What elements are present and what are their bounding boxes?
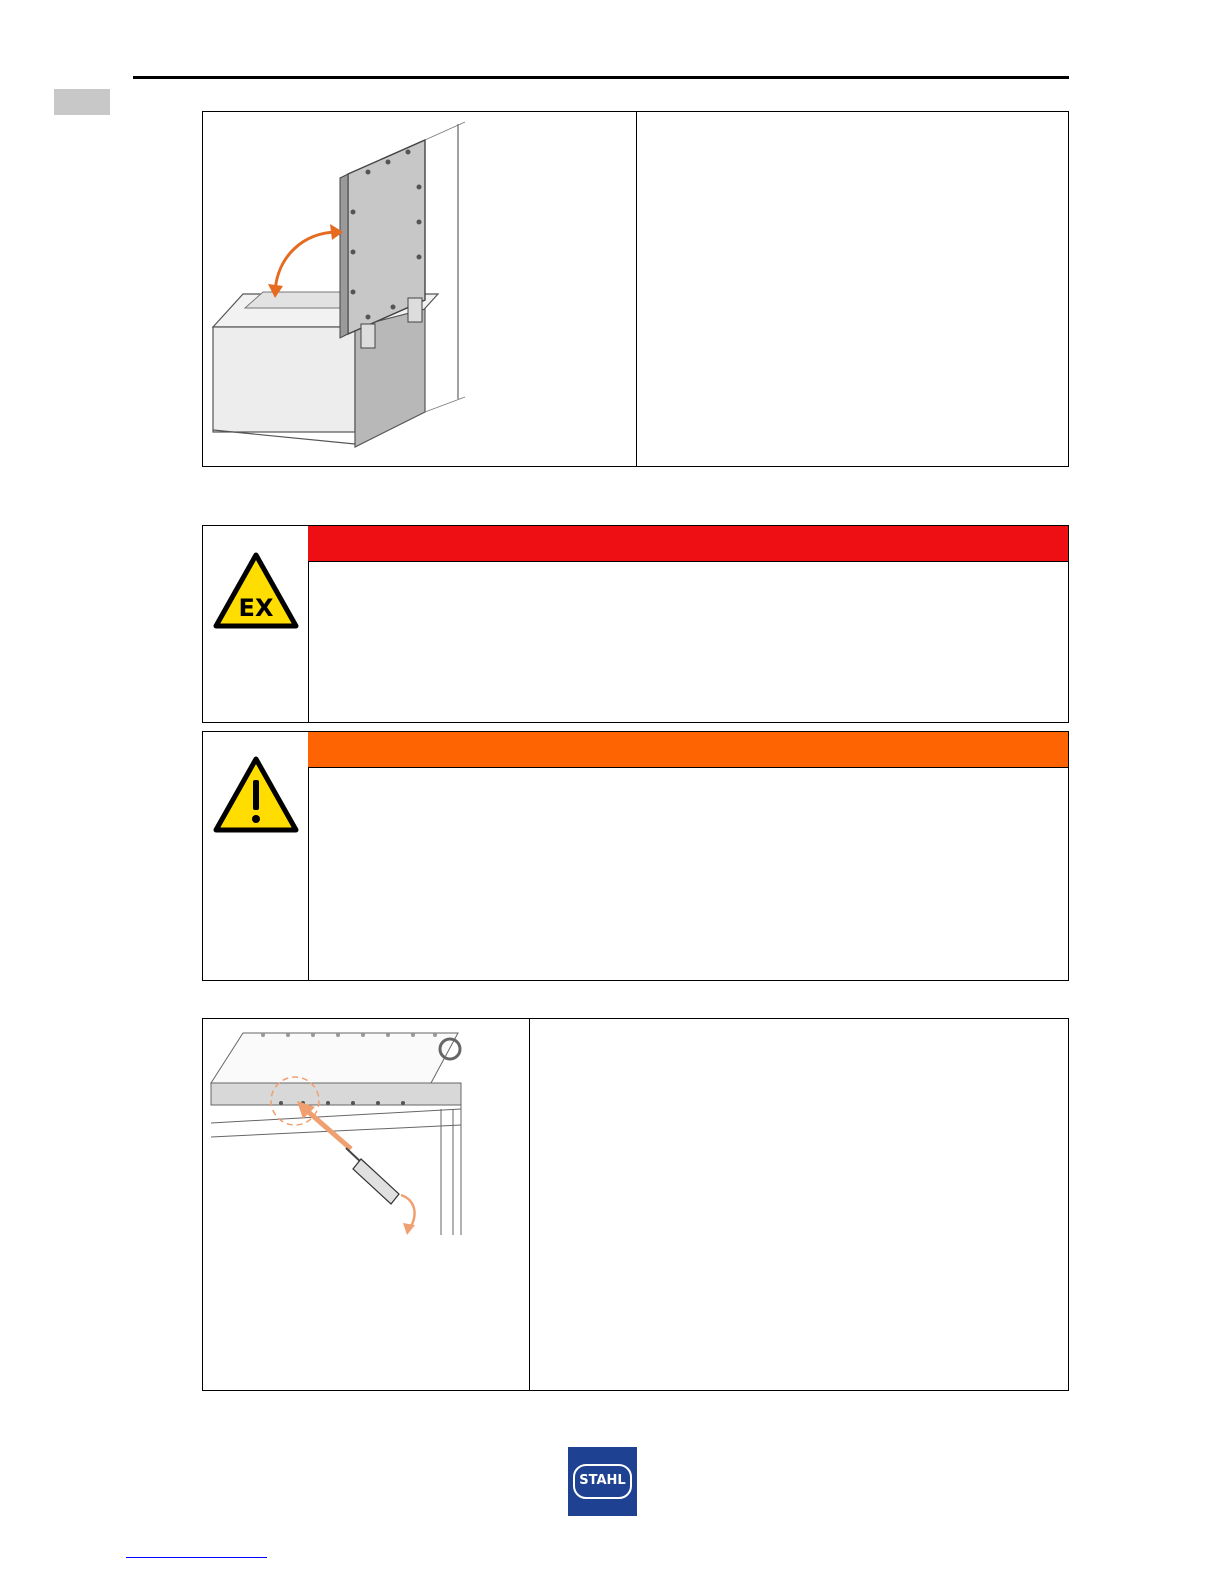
ex-warning-icon — [213, 552, 299, 630]
warning-icon-column — [203, 732, 309, 980]
enclosure-cover-open-illustration — [203, 112, 636, 466]
stahl-logo — [568, 1447, 637, 1516]
figure-panel-screwdriver — [202, 1018, 1069, 1391]
warning-header-bar — [308, 732, 1068, 768]
figure-divider — [636, 112, 637, 466]
logo-text: STAHL — [579, 1473, 626, 1488]
exclamation-warning-icon — [213, 756, 299, 834]
figure-panel-cover-open — [202, 111, 1069, 467]
header-rule — [133, 76, 1069, 79]
danger-header-bar — [308, 526, 1068, 562]
screwdriver-illustration — [203, 1019, 529, 1390]
footer-link-underline[interactable] — [126, 1557, 267, 1558]
danger-icon-column — [203, 526, 309, 722]
ex-icon-label: EX — [238, 594, 274, 622]
danger-notice — [202, 525, 1069, 723]
figure-divider — [529, 1019, 530, 1390]
language-tab — [54, 89, 110, 115]
warning-notice — [202, 731, 1069, 981]
